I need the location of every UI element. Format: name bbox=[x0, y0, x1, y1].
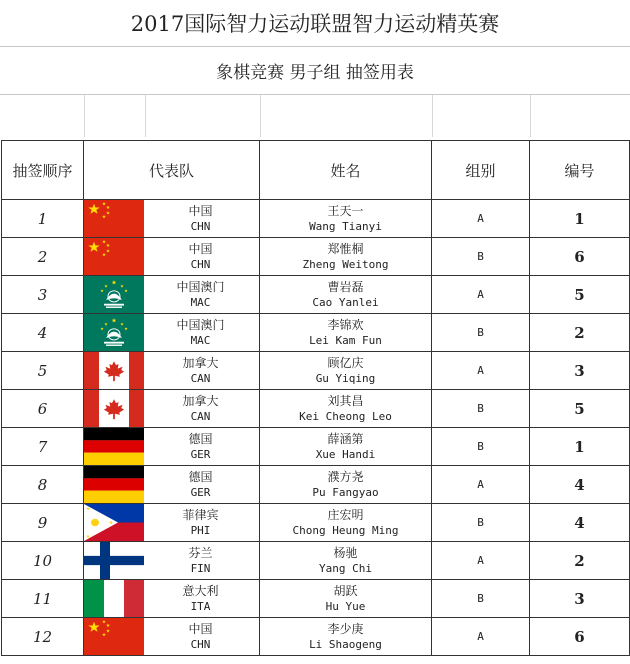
header-team: 代表队 bbox=[84, 141, 260, 200]
number-value: 6 bbox=[574, 247, 585, 266]
group-value: B bbox=[477, 592, 484, 605]
china-flag-icon bbox=[84, 618, 144, 655]
team-code: ITA bbox=[190, 599, 211, 613]
player-name-cn: 刘其昌 bbox=[327, 393, 364, 408]
group-cell bbox=[432, 352, 530, 390]
group-cell bbox=[432, 200, 530, 238]
number-value: 4 bbox=[574, 513, 585, 532]
subtitle-text: 象棋竞赛 男子组 抽签用表 bbox=[216, 63, 414, 83]
seq-cell bbox=[2, 200, 84, 238]
number-cell bbox=[530, 238, 630, 276]
number-cell bbox=[530, 390, 630, 428]
player-name-en: Zheng Weitong bbox=[302, 257, 389, 271]
team-cell bbox=[84, 618, 260, 656]
number-value: 2 bbox=[574, 323, 585, 342]
team-cell bbox=[84, 276, 260, 314]
number-value: 2 bbox=[574, 551, 585, 570]
seq-cell bbox=[2, 314, 84, 352]
group-cell bbox=[432, 542, 530, 580]
header-number: 编号 bbox=[530, 141, 630, 200]
team-cell bbox=[84, 238, 260, 276]
team-cell bbox=[84, 314, 260, 352]
player-name-en: Pu Fangyao bbox=[312, 485, 379, 499]
germany-flag-icon bbox=[84, 428, 144, 465]
blank-spacer-row bbox=[0, 95, 630, 137]
team-code: CHN bbox=[190, 637, 211, 651]
group-value: A bbox=[477, 630, 484, 643]
name-cell bbox=[260, 504, 432, 542]
group-cell bbox=[432, 390, 530, 428]
player-name-cn: 杨驰 bbox=[333, 545, 358, 560]
player-name-en: Chong Heung Ming bbox=[292, 523, 399, 537]
header-name: 姓名 bbox=[260, 141, 432, 200]
seq-cell bbox=[2, 352, 84, 390]
table-row bbox=[2, 352, 630, 390]
number-cell bbox=[530, 276, 630, 314]
player-name-en: Kei Cheong Leo bbox=[299, 409, 392, 423]
grid-line bbox=[145, 95, 146, 137]
team-code: MAC bbox=[190, 295, 211, 309]
team-code: MAC bbox=[190, 333, 211, 347]
group-value: B bbox=[477, 516, 484, 529]
page-title bbox=[0, 0, 630, 47]
seq-value: 12 bbox=[32, 627, 53, 646]
team-code: CAN bbox=[190, 371, 211, 385]
group-cell bbox=[432, 238, 530, 276]
number-value: 1 bbox=[574, 437, 585, 456]
seq-value: 5 bbox=[37, 361, 48, 380]
table-row bbox=[2, 580, 630, 618]
seq-value: 11 bbox=[32, 589, 53, 608]
table-row bbox=[2, 428, 630, 466]
team-code: GER bbox=[190, 447, 211, 461]
team-cell bbox=[84, 428, 260, 466]
team-cell bbox=[84, 580, 260, 618]
player-name-cn: 曹岩磊 bbox=[327, 279, 364, 294]
header-seq: 抽签顺序 bbox=[2, 141, 84, 200]
philippines-flag-icon bbox=[84, 504, 144, 541]
table-row bbox=[2, 238, 630, 276]
number-cell bbox=[530, 428, 630, 466]
player-name-en: Gu Yiqing bbox=[315, 371, 376, 385]
table-row bbox=[2, 390, 630, 428]
seq-value: 9 bbox=[37, 513, 48, 532]
seq-value: 10 bbox=[32, 551, 53, 570]
number-value: 3 bbox=[574, 589, 585, 608]
seq-value: 6 bbox=[37, 399, 48, 418]
macau-flag-icon bbox=[84, 314, 144, 351]
player-name-cn: 胡跃 bbox=[333, 583, 358, 598]
number-cell bbox=[530, 352, 630, 390]
group-cell bbox=[432, 580, 530, 618]
number-cell bbox=[530, 200, 630, 238]
number-value: 3 bbox=[574, 361, 585, 380]
seq-value: 7 bbox=[37, 437, 48, 456]
page-subtitle bbox=[0, 47, 630, 95]
name-cell bbox=[260, 580, 432, 618]
group-cell bbox=[432, 466, 530, 504]
number-cell bbox=[530, 466, 630, 504]
player-name-cn: 濮方尧 bbox=[327, 469, 364, 484]
name-cell bbox=[260, 200, 432, 238]
draw-table bbox=[1, 140, 630, 656]
grid-line bbox=[530, 95, 531, 137]
macau-flag-icon bbox=[84, 276, 144, 313]
team-cell bbox=[84, 352, 260, 390]
team-name-cn: 加拿大 bbox=[182, 355, 219, 370]
group-value: B bbox=[477, 250, 484, 263]
team-name-cn: 芬兰 bbox=[188, 545, 213, 560]
player-name-cn: 李锦欢 bbox=[327, 317, 364, 332]
seq-cell bbox=[2, 276, 84, 314]
seq-cell bbox=[2, 390, 84, 428]
canada-flag-icon bbox=[84, 390, 144, 427]
team-cell bbox=[84, 200, 260, 238]
table-row bbox=[2, 618, 630, 656]
team-name-cn: 德国 bbox=[188, 431, 213, 446]
team-name-cn: 加拿大 bbox=[182, 393, 219, 408]
name-cell bbox=[260, 542, 432, 580]
player-name-cn: 李少庚 bbox=[327, 621, 364, 636]
number-value: 6 bbox=[574, 627, 585, 646]
seq-value: 8 bbox=[37, 475, 48, 494]
seq-cell bbox=[2, 542, 84, 580]
team-cell bbox=[84, 390, 260, 428]
table-body bbox=[2, 200, 630, 656]
table-header-row bbox=[2, 141, 630, 200]
team-name-cn: 中国 bbox=[188, 203, 213, 218]
group-cell bbox=[432, 428, 530, 466]
seq-cell bbox=[2, 238, 84, 276]
group-value: A bbox=[477, 554, 484, 567]
group-value: A bbox=[477, 364, 484, 377]
team-cell bbox=[84, 466, 260, 504]
player-name-en: Hu Yue bbox=[325, 599, 366, 613]
name-cell bbox=[260, 238, 432, 276]
number-cell bbox=[530, 580, 630, 618]
team-cell bbox=[84, 542, 260, 580]
player-name-cn: 郑惟桐 bbox=[327, 241, 364, 256]
team-code: GER bbox=[190, 485, 211, 499]
number-value: 4 bbox=[574, 475, 585, 494]
player-name-cn: 庄宏明 bbox=[327, 507, 364, 522]
group-cell bbox=[432, 504, 530, 542]
group-value: A bbox=[477, 212, 484, 225]
team-code: FIN bbox=[190, 561, 211, 575]
number-value: 5 bbox=[574, 399, 585, 418]
player-name-en: Wang Tianyi bbox=[309, 219, 382, 233]
finland-flag-icon bbox=[84, 542, 144, 579]
seq-cell bbox=[2, 466, 84, 504]
group-value: A bbox=[477, 478, 484, 491]
china-flag-icon bbox=[84, 238, 144, 275]
table-row bbox=[2, 542, 630, 580]
player-name-en: Xue Handi bbox=[315, 447, 376, 461]
group-cell bbox=[432, 314, 530, 352]
team-name-cn: 意大利 bbox=[182, 583, 219, 598]
number-cell bbox=[530, 618, 630, 656]
group-value: B bbox=[477, 402, 484, 415]
group-value: A bbox=[477, 288, 484, 301]
group-value: B bbox=[477, 326, 484, 339]
table-row bbox=[2, 200, 630, 238]
seq-cell bbox=[2, 428, 84, 466]
seq-value: 1 bbox=[37, 209, 48, 228]
canada-flag-icon bbox=[84, 352, 144, 389]
name-cell bbox=[260, 390, 432, 428]
team-name-cn: 中国 bbox=[188, 621, 213, 636]
team-cell bbox=[84, 504, 260, 542]
team-name-cn: 中国澳门 bbox=[176, 317, 225, 332]
table-row bbox=[2, 276, 630, 314]
team-name-cn: 中国澳门 bbox=[176, 279, 225, 294]
player-name-en: Yang Chi bbox=[319, 561, 372, 575]
group-value: B bbox=[477, 440, 484, 453]
player-name-en: Li Shaogeng bbox=[309, 637, 382, 651]
player-name-cn: 王天一 bbox=[327, 203, 364, 218]
table-row bbox=[2, 504, 630, 542]
seq-value: 2 bbox=[37, 247, 48, 266]
name-cell bbox=[260, 618, 432, 656]
name-cell bbox=[260, 466, 432, 504]
table-row bbox=[2, 466, 630, 504]
team-name-cn: 菲律宾 bbox=[182, 507, 219, 522]
italy-flag-icon bbox=[84, 580, 144, 617]
seq-cell bbox=[2, 504, 84, 542]
seq-cell bbox=[2, 618, 84, 656]
team-name-cn: 德国 bbox=[188, 469, 213, 484]
title-text: 2017国际智力运动联盟智力运动精英赛 bbox=[130, 12, 500, 36]
team-code: PHI bbox=[190, 523, 211, 537]
grid-line bbox=[260, 95, 261, 137]
grid-line bbox=[84, 95, 85, 137]
name-cell bbox=[260, 314, 432, 352]
table-row bbox=[2, 314, 630, 352]
grid-line bbox=[432, 95, 433, 137]
name-cell bbox=[260, 352, 432, 390]
number-cell bbox=[530, 542, 630, 580]
team-code: CHN bbox=[190, 219, 211, 233]
team-code: CHN bbox=[190, 257, 211, 271]
china-flag-icon bbox=[84, 200, 144, 237]
player-name-cn: 顾亿庆 bbox=[327, 355, 364, 370]
number-cell bbox=[530, 504, 630, 542]
player-name-cn: 薛涵第 bbox=[327, 431, 364, 446]
seq-value: 3 bbox=[37, 285, 48, 304]
team-name-cn: 中国 bbox=[188, 241, 213, 256]
number-cell bbox=[530, 314, 630, 352]
seq-cell bbox=[2, 580, 84, 618]
player-name-en: Lei Kam Fun bbox=[309, 333, 382, 347]
number-value: 5 bbox=[574, 285, 585, 304]
number-value: 1 bbox=[574, 209, 585, 228]
germany-flag-icon bbox=[84, 466, 144, 503]
name-cell bbox=[260, 428, 432, 466]
group-cell bbox=[432, 618, 530, 656]
seq-value: 4 bbox=[37, 323, 48, 342]
group-cell bbox=[432, 276, 530, 314]
team-code: CAN bbox=[190, 409, 211, 423]
player-name-en: Cao Yanlei bbox=[312, 295, 379, 309]
name-cell bbox=[260, 276, 432, 314]
header-group: 组别 bbox=[432, 141, 530, 200]
